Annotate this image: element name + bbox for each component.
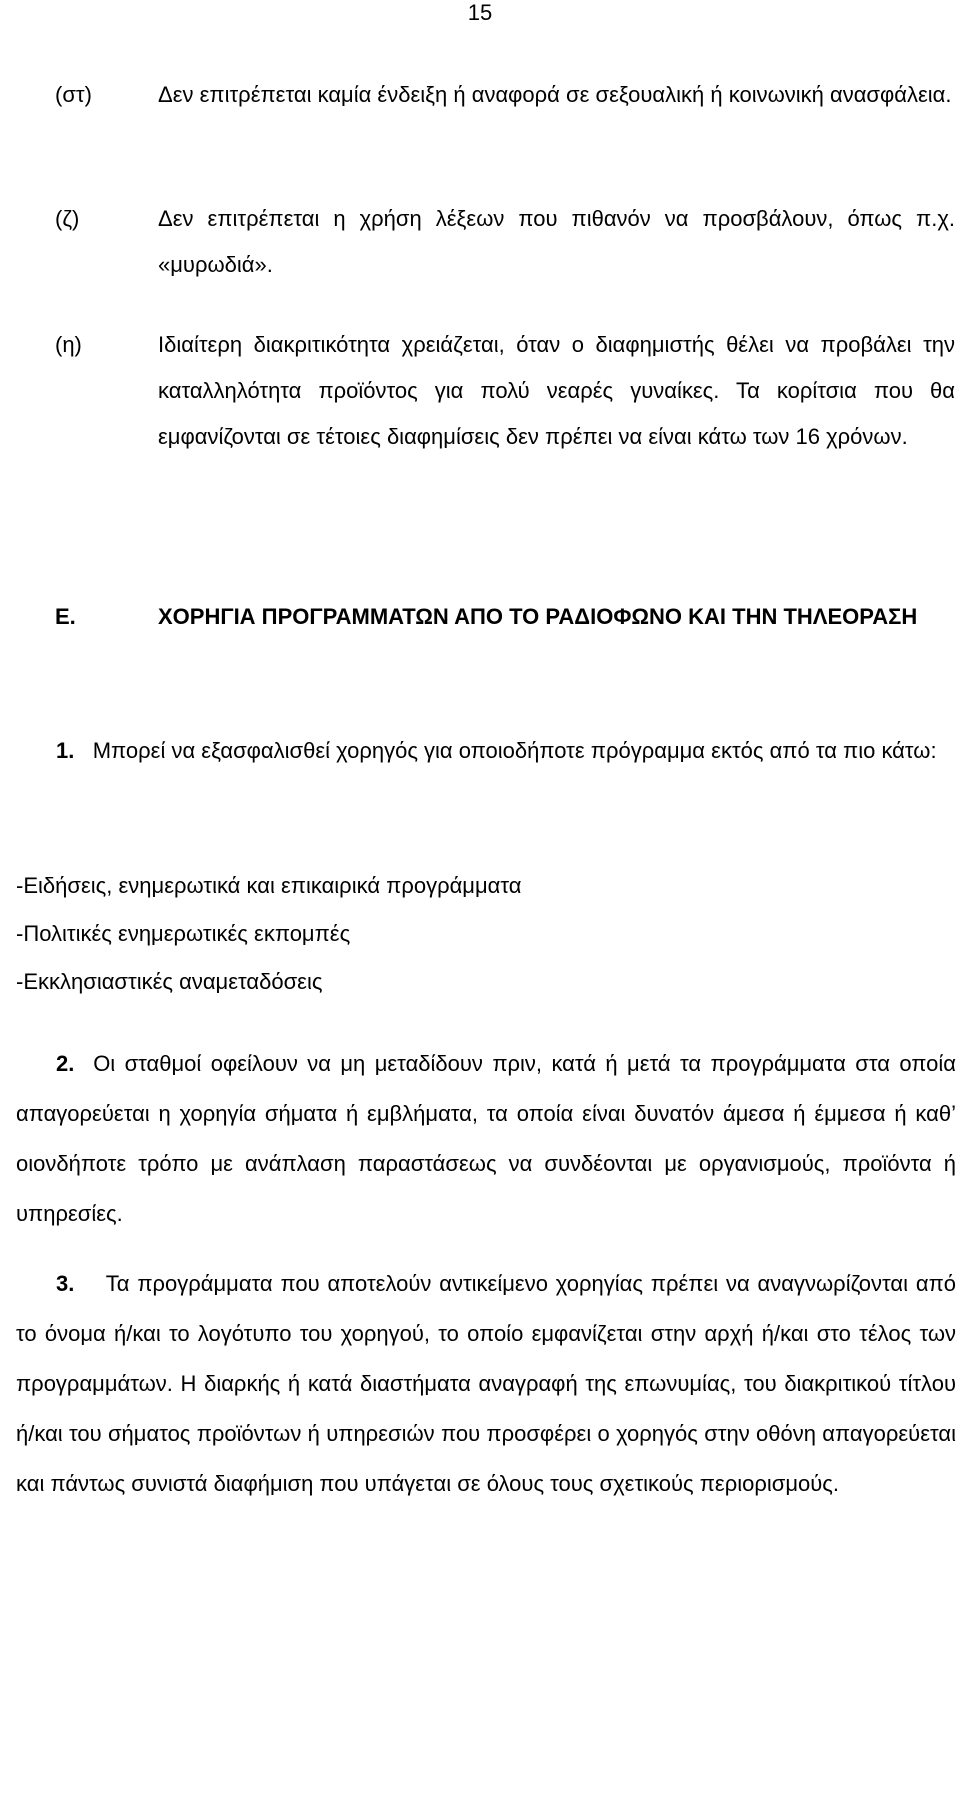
paragraph-text: Οι σταθμοί οφείλουν να μη μεταδίδουν πριν, κατά ή μετά τα προγράμματα στα οποία απαγορεύεται η χορηγία σήματα ή εμβλήματα, τα οποία είναι δυνατόν άμεσα ή έμμεσα ή καθ’ οιονδήποτε τρόπο με ανάπλαση παραστάσεως να συνδέονται με οργανισμούς, προϊόντα ή υπηρεσίες. [16,1051,956,1226]
item-text: Δεν επιτρέπεται καμία ένδειξη ή αναφορά σε σεξουαλική ή κοινωνική ανασφάλεια. [158,82,952,107]
item-label: (η) [55,332,82,357]
list-item-z [55,196,955,288]
section-label: Ε. [55,604,76,629]
list-item-st [55,72,955,164]
item-label: (στ) [55,82,92,107]
paragraph-2 [16,1039,956,1239]
paragraph-3 [16,1259,956,1509]
section-title: ΧΟΡΗΓΙΑ ΠΡΟΓΡΑΜΜΑΤΩΝ ΑΠΟ ΤΟ ΡΑΔΙΟΦΩΝΟ ΚΑΙ ΤΗΝ ΤΗΛΕΟΡΑΣΗ [158,604,918,629]
paragraph-1 [16,726,956,776]
paragraph-text: Τα προγράμματα που αποτελούν αντικείμενο χορηγίας πρέπει να αναγνωρίζονται από το όνομα ή/και το λογότυπο του χορηγού, το οποίο εμφανίζεται στην αρχή ή/και στο τέλος των προγραμμάτων. Η διαρκής ή κατά διαστήματα αναγραφή της επωνυμίας, του διακριτικού τίτλου ή/και του σήματος προϊόντων ή υπηρεσιών που προσφέρει ο χορηγός στην οθόνη απαγορεύεται και πάντως συνιστά διαφήμιση που υπάγεται σε όλους τους σχετικούς περιορισμούς. [16,1271,957,1496]
item-text: Ιδιαίτερη διακριτικότητα χρειάζεται, όταν ο διαφημιστής θέλει να προβάλει την καταλληλότητα προϊόντος για πολύ νεαρές γυναίκες. Τα κορίτσια που θα εμφανίζονται σε τέτοιες διαφημίσεις δεν πρέπει να είναι κάτω των 16 χρόνων. [158,332,955,449]
paragraph-number: 2. [56,1051,75,1076]
list-item: -Πολιτικές ενημερωτικές εκπομπές [16,921,351,946]
paragraph-text: Μπορεί να εξασφαλισθεί χορηγός για οποιοδήποτε πρόγραμμα εκτός από τα πιο κάτω: [92,738,937,763]
item-label: (ζ) [55,206,80,231]
paragraph-number: 3. [56,1271,75,1296]
exceptions-list [16,862,916,1006]
page-number: 15 [467,0,493,25]
item-text: Δεν επιτρέπεται η χρήση λέξεων που πιθανόν να προσβάλουν, όπως π.χ. «μυρωδιά». [158,206,955,277]
list-item-i [55,322,955,506]
list-item: -Ειδήσεις, ενημερωτικά και επικαιρικά προγράμματα [16,873,522,898]
paragraph-number: 1. [56,738,75,763]
list-item: -Εκκλησιαστικές αναμεταδόσεις [16,969,323,994]
section-heading [55,592,955,692]
